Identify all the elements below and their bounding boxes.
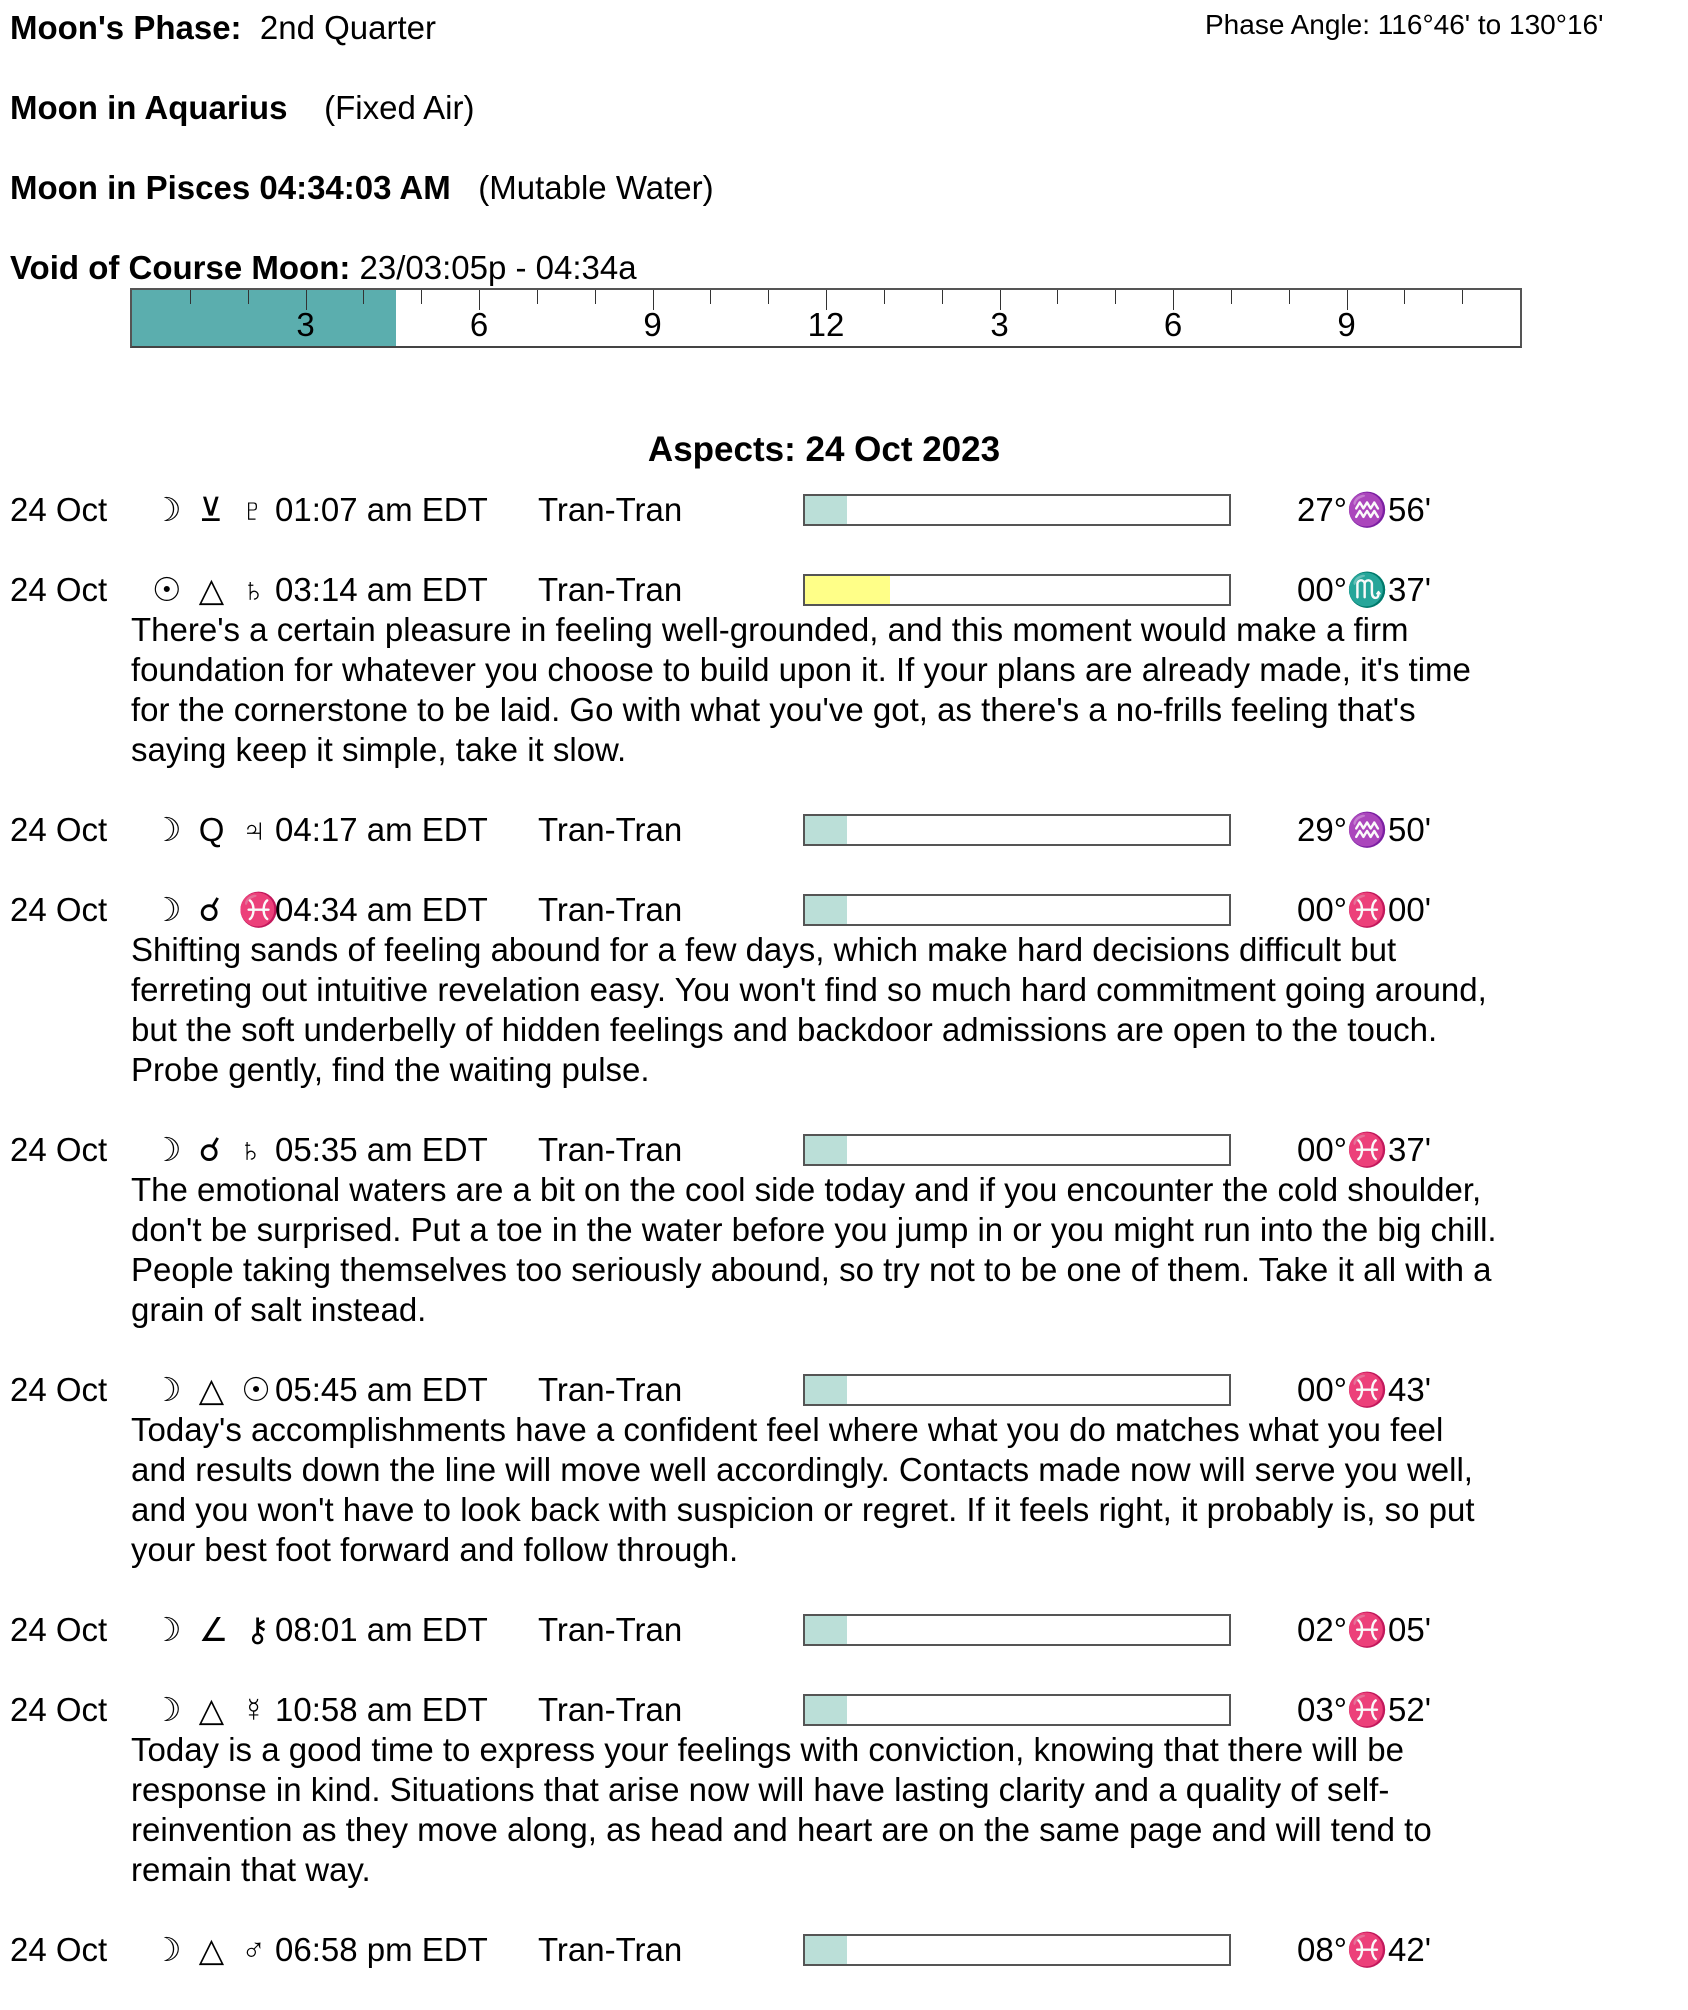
aspect-time: 06:58 pm EDT: [275, 1931, 488, 1968]
aspect-time: 03:14 am EDT: [275, 571, 488, 608]
aspect-strength-fill: [805, 1376, 847, 1404]
aspect-strength-fill: [805, 1616, 847, 1644]
interpretation-line: don't be surprised. Put a toe in the water before you jump in or you might run into the big chill.: [131, 1211, 1497, 1248]
interpretation-line: reinvention as they move along, as head and heart are on the same page and will tend to: [131, 1811, 1432, 1848]
aspect-time: 01:07 am EDT: [275, 491, 488, 528]
aspect-glyphs-icon: ☽ △ ☉: [152, 1371, 275, 1408]
aspect-strength-bar: [803, 1614, 1231, 1646]
moon-phase-value: 2nd Quarter: [259, 9, 437, 46]
timeline-tick: [248, 290, 249, 304]
aspect-row: [10, 810, 1670, 850]
timeline-tick: [363, 290, 364, 304]
aspect-kind: Tran-Tran: [538, 1691, 683, 1728]
aspect-strength-fill: [805, 896, 847, 924]
aspect-strength-bar: [803, 574, 1231, 606]
aspect-date: 24 Oct: [10, 1611, 108, 1648]
timeline-tick: [1404, 290, 1405, 304]
aspect-strength-bar: [803, 814, 1231, 846]
aspect-glyphs-icon: ☽ ☌ ♓: [152, 891, 284, 928]
aspect-entry: [10, 810, 1670, 850]
aspect-entry: [10, 1690, 1670, 1890]
aspect-strength-bar: [803, 1134, 1231, 1166]
aspect-kind: Tran-Tran: [538, 491, 683, 528]
aspect-entry: [10, 890, 1670, 1090]
timeline-tick: [1231, 290, 1232, 304]
timeline-hour-label: 6: [469, 306, 489, 343]
aspect-position: 03°♓52': [1297, 1691, 1431, 1728]
aspect-date: 24 Oct: [10, 811, 108, 848]
timeline-tick: [1289, 290, 1290, 304]
interpretation-line: Today's accomplishments have a confident feel where what you do matches what you feel: [131, 1411, 1444, 1448]
moon-phase: [10, 8, 436, 48]
aspect-row: [10, 490, 1670, 530]
interpretation-line: for the cornerstone to be laid. Go with what you've got, as there's a no-frills feeling that's: [131, 691, 1416, 728]
interpretation-line: but the soft underbelly of hidden feelings and backdoor admissions are open to the touch.: [131, 1011, 1438, 1048]
timeline-tick: [942, 290, 943, 304]
interpretation-line: People taking themselves too seriously abound, so try not to be one of them. Take it all with a: [131, 1251, 1492, 1288]
voc-period-fill: [132, 290, 396, 346]
interpretation-line: your best foot forward and follow through.: [131, 1531, 739, 1568]
aspect-time: 04:34 am EDT: [275, 891, 488, 928]
aspect-strength-bar: [803, 894, 1231, 926]
aspect-entry: [10, 1130, 1670, 1330]
aspect-glyphs-icon: ☽ △ ♂: [152, 1931, 271, 1968]
aspect-kind: Tran-Tran: [538, 1131, 683, 1168]
aspect-interpretation: [10, 930, 1670, 1090]
aspect-row: [10, 890, 1670, 930]
aspect-time: 05:45 am EDT: [275, 1371, 488, 1408]
aspect-glyphs-icon: ☽ ☌ ♄: [152, 1131, 267, 1168]
timeline-tick: [884, 290, 885, 304]
aspect-kind: Tran-Tran: [538, 571, 683, 608]
timeline-tick: [537, 290, 538, 304]
aspect-strength-fill: [805, 1136, 847, 1164]
interpretation-line: Shifting sands of feeling abound for a few days, which make hard decisions difficult but: [131, 931, 1397, 968]
interpretation-line: and you won't have to look back with suspicion or regret. If it feels right, it probably is, so put: [131, 1491, 1475, 1528]
timeline-tick: [1462, 290, 1463, 304]
aspect-strength-bar: [803, 1934, 1231, 1966]
timeline-hour-label: 9: [1337, 306, 1356, 343]
voc-value: 23/03:05p - 04:34a: [359, 249, 637, 286]
timeline-tick: [768, 290, 769, 304]
aspect-row: [10, 1930, 1670, 1970]
moon-sign-element: (Fixed Air): [324, 89, 475, 126]
aspect-kind: Tran-Tran: [538, 891, 683, 928]
aspect-glyphs-icon: ☽ ⊻ ♇: [152, 491, 269, 528]
interpretation-line: foundation for whatever you choose to build upon it. If your plans are already made, it's time: [131, 651, 1471, 688]
timeline-tick: [190, 290, 191, 304]
void-of-course-timeline: [130, 288, 1522, 348]
timeline-hour-label: 3: [296, 306, 315, 343]
timeline-hour-label: 12: [807, 306, 845, 343]
aspect-strength-fill: [805, 496, 847, 524]
aspect-kind: Tran-Tran: [538, 1611, 683, 1648]
interpretation-line: There's a certain pleasure in feeling well-grounded, and this moment would make a firm: [131, 611, 1409, 648]
aspect-entry: [10, 570, 1670, 770]
aspect-row: [10, 570, 1670, 610]
aspects-title: Aspects: 24 Oct 2023: [647, 430, 1001, 469]
aspect-interpretation: [10, 1410, 1670, 1570]
aspect-position: 00°♓00': [1297, 891, 1431, 928]
aspect-date: 24 Oct: [10, 1931, 108, 1968]
aspect-date: 24 Oct: [10, 891, 108, 928]
aspect-date: 24 Oct: [10, 1371, 108, 1408]
aspect-strength-fill: [805, 816, 847, 844]
interpretation-line: Probe gently, find the waiting pulse.: [131, 1051, 650, 1088]
aspect-glyphs-icon: ☽ △ ☿: [152, 1691, 271, 1728]
aspect-position: 08°♓42': [1297, 1931, 1431, 1968]
moon-sign: [10, 88, 474, 128]
moon-ingress-label: Moon in Pisces 04:34:03 AM: [10, 169, 451, 206]
aspect-list: [10, 490, 1670, 2010]
interpretation-line: remain that way.: [131, 1851, 371, 1888]
timeline-tick: [1057, 290, 1058, 304]
aspect-strength-bar: [803, 1374, 1231, 1406]
timeline-tick: [710, 290, 711, 304]
aspect-position: 02°♓05': [1297, 1611, 1431, 1648]
timeline-hour-label: 6: [1163, 306, 1183, 343]
aspect-interpretation: [10, 610, 1670, 770]
aspect-row: [10, 1610, 1670, 1650]
moon-ingress: [10, 168, 714, 208]
aspect-strength-bar: [803, 1694, 1231, 1726]
aspect-row: [10, 1130, 1670, 1170]
aspect-strength-fill: [805, 1696, 847, 1724]
aspect-glyphs-icon: ☽ Q ♃: [152, 811, 271, 848]
aspect-position: 29°♒50': [1297, 811, 1431, 848]
interpretation-line: and results down the line will move well accordingly. Contacts made now will serve you well,: [131, 1451, 1473, 1488]
aspect-time: 04:17 am EDT: [275, 811, 488, 848]
aspect-entry: [10, 1610, 1670, 1650]
aspect-position: 00°♓37': [1297, 1131, 1431, 1168]
void-of-course: [10, 248, 637, 288]
aspect-date: 24 Oct: [10, 1691, 108, 1728]
aspect-kind: Tran-Tran: [538, 1371, 683, 1408]
aspect-entry: [10, 1370, 1670, 1570]
aspect-kind: Tran-Tran: [538, 811, 683, 848]
moon-sign-label: Moon in Aquarius: [10, 89, 288, 126]
timeline-tick: [421, 290, 422, 304]
timeline-hour-label: 9: [643, 306, 662, 343]
timeline-tick: [1115, 290, 1116, 304]
aspect-time: 08:01 am EDT: [275, 1611, 488, 1648]
aspect-glyphs-icon: ☽ ∠ ⚷: [152, 1611, 274, 1648]
aspect-kind: Tran-Tran: [538, 1931, 683, 1968]
interpretation-line: response in kind. Situations that arise now will have lasting clarity and a quality of self-: [131, 1771, 1390, 1808]
interpretation-line: Today is a good time to express your feelings with conviction, knowing that there will be: [131, 1731, 1404, 1768]
aspect-row: [10, 1370, 1670, 1410]
interpretation-line: The emotional waters are a bit on the cool side today and if you encounter the cold shoulder,: [131, 1171, 1482, 1208]
aspect-date: 24 Oct: [10, 491, 108, 528]
aspect-entry: [10, 490, 1670, 530]
aspect-entry: [10, 1930, 1670, 1970]
moon-phase-label: Moon's Phase:: [10, 9, 242, 46]
aspect-position: 00°♏37': [1297, 571, 1431, 608]
phase-angle: Phase Angle: 116°46' to 130°16': [1205, 9, 1604, 40]
aspect-interpretation: [10, 1730, 1670, 1890]
aspect-strength-fill: [805, 576, 890, 604]
timeline-hour-label: 3: [990, 306, 1009, 343]
interpretation-line: saying keep it simple, take it slow.: [131, 731, 627, 768]
aspect-interpretation: [10, 1170, 1670, 1330]
interpretation-line: grain of salt instead.: [131, 1291, 427, 1328]
aspect-row: [10, 1690, 1670, 1730]
interpretation-line: ferreting out intuitive revelation easy. You won't find so much hard commitment going around,: [131, 971, 1487, 1008]
aspect-strength-bar: [803, 494, 1231, 526]
aspect-strength-fill: [805, 1936, 847, 1964]
aspect-position: 00°♓43': [1297, 1371, 1431, 1408]
timeline-tick: [595, 290, 596, 304]
voc-label: Void of Course Moon:: [10, 249, 351, 286]
aspect-glyphs-icon: ☉ △ ♄: [152, 571, 271, 608]
aspect-time: 10:58 am EDT: [275, 1691, 488, 1728]
aspect-time: 05:35 am EDT: [275, 1131, 488, 1168]
aspect-date: 24 Oct: [10, 1131, 108, 1168]
moon-ingress-element: (Mutable Water): [478, 169, 714, 206]
aspect-date: 24 Oct: [10, 571, 108, 608]
aspect-position: 27°♒56': [1297, 491, 1431, 528]
